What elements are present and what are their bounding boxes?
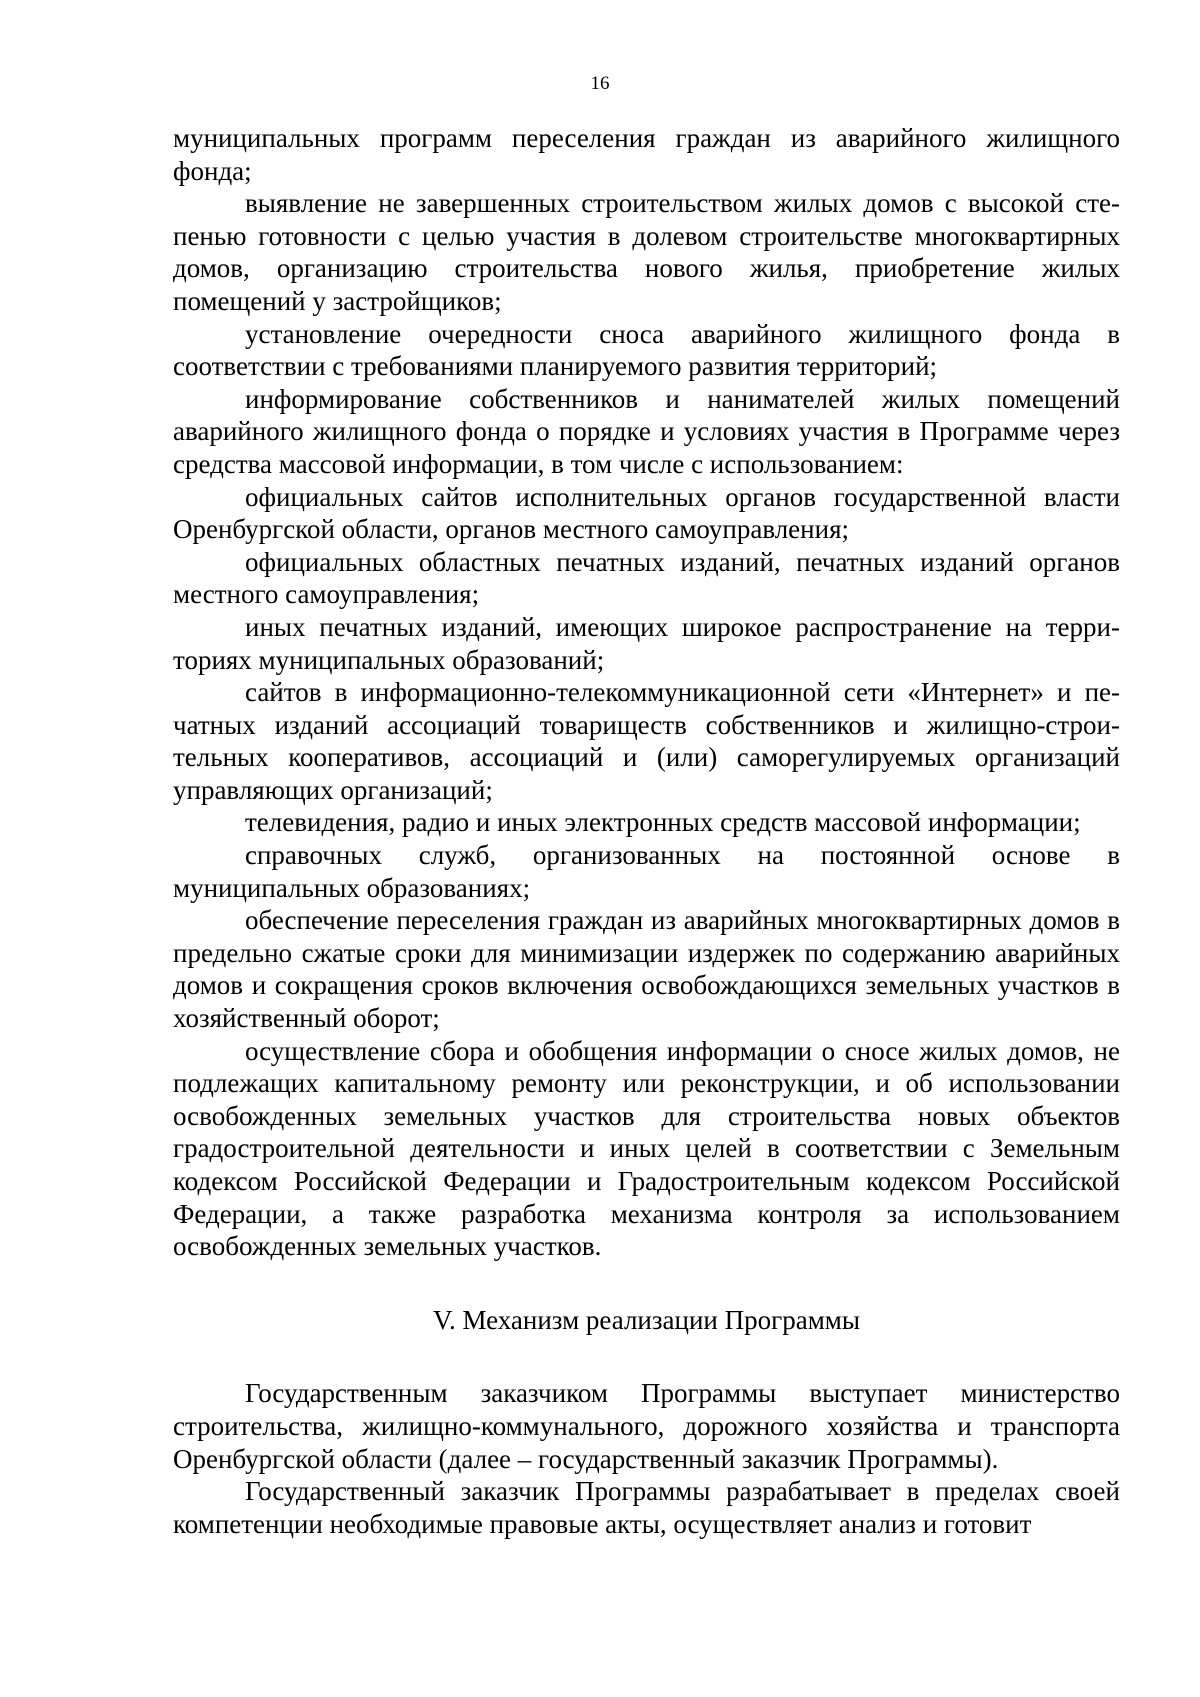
paragraph: информирование собственников и нанимателей жилых помещений аварийного жилищного фонда о порядке и условиях участия в Программе через средства массовой информации, в том числе с использованием:: [173, 383, 1120, 479]
paragraph: осуществление сбора и обобщения информации о сносе жилых домов, не подлежащих капитальному ремонту или реконструкции, и об использовании освобожденных земельных участков для строительства новых объектов градостроительной деятельности и иных целей в соответствии с Земельным кодексом Российской Федерации и Градостроительным кодексом Российской Федерации, а также разработка механизма контроля за использованием освобожденных земельных участков.: [173, 1035, 1120, 1262]
paragraph: телевидения, радио и иных электронных средств массовой информации;: [245, 807, 1081, 838]
paragraph: официальных сайтов исполнительных органов государственной власти Оренбургской области, органов местного самоуправления;: [173, 481, 1120, 545]
paragraph: обеспечение переселения граждан из аварийных многоквартирных домов в предельно сжатые сроки для минимизации издержек по содержанию аварийных домов и сокращения сроков включения освобождающихся земельных участков в хозяйственный оборот;: [173, 905, 1120, 1034]
document-body: [173, 122, 1120, 1540]
paragraph: выявление не завершенных строительством жилых домов с высокой степенью готовности с целью участия в долевом строительстве многоквартирных домов, организацию строительства нового жилья, приобретение жилых помещений у застройщиков;: [173, 188, 1120, 316]
paragraph: муниципальных программ переселения граждан из аварийного жилищного фонда;: [173, 123, 1120, 186]
paragraph: официальных областных печатных изданий, печатных изданий органов местного самоуправления;: [173, 546, 1120, 610]
paragraph: Государственным заказчиком Программы выступает министерство строительства, жилищно-коммунального, дорожного хозяйства и транспорта Оренбургской области (далее – государственный заказчик Программы).: [173, 1378, 1120, 1474]
page-number: 16: [590, 73, 610, 94]
paragraph: установление очередности сноса аварийного жилищного фонда в соответствии с требованиями планируемого развития территорий;: [173, 318, 1120, 382]
paragraph: иных печатных изданий, имеющих широкое распространение на территориях муниципальных образований;: [173, 611, 1120, 675]
paragraph: сайтов в информационно-телекоммуникационной сети «Интернет» и печатных изданий ассоциаций товариществ собственников и жилищно-строительных кооперативов, ассоциаций и (или) саморегулируемых организаций управляющих организаций;: [173, 677, 1120, 805]
section-heading: V. Механизм реализации Программы: [432, 1304, 861, 1335]
paragraph: справочных служб, организованных на постоянной основе в муниципальных образованиях;: [173, 840, 1120, 903]
paragraph: Государственный заказчик Программы разрабатывает в пределах своей компетенции необходимые правовые акты, осуществляет анализ и готовит: [173, 1476, 1120, 1539]
